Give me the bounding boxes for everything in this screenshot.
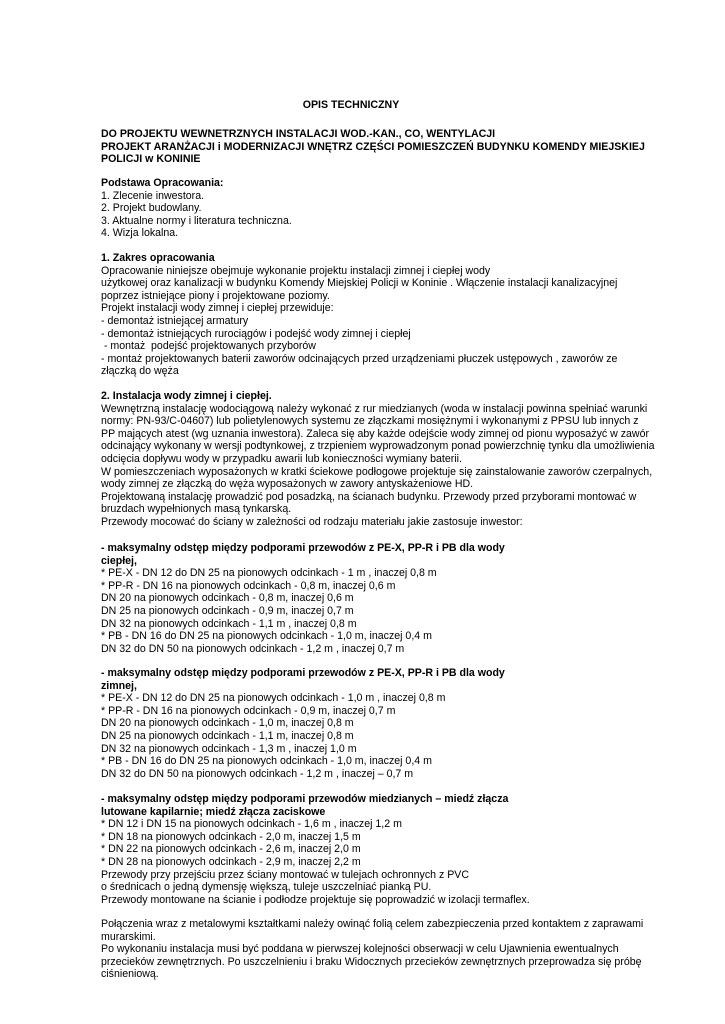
warm-line: DN 32 na pionowych odcinkach - 1,1 m , inaczej 0,8 m	[101, 617, 357, 630]
cold-line: DN 32 do DN 50 na pionowych odcinkach - 1,2 m , inaczej – 0,7 m	[101, 767, 414, 780]
scope-line: - montaż projektowanych baterii zaworów odcinających przed urządzeniami płuczek ustępowych , zaworów ze	[101, 352, 618, 365]
install-line: odcięcia dopływu wody w przypadku awarii lub konieczności wymiany baterii.	[101, 452, 462, 465]
cold-line: DN 32 na pionowych odcinkach - 1,3 m , inaczej 1,0 m	[101, 742, 357, 755]
scope-line: - montaż podejść projektowanych przyborów	[101, 340, 316, 353]
warm-line: DN 25 na pionowych odcinkach - 0,9 m, inaczej 0,7 m	[101, 604, 354, 617]
document-header	[101, 128, 661, 166]
cold-line: DN 25 na pionowych odcinkach - 1,1 m, inaczej 0,8 m	[101, 729, 354, 742]
install-line: Wewnętrzną instalację wodociągową należy wykonać z rur miedzianych (woda w instalacji powinna spełniać warunki	[101, 402, 648, 415]
final-line: Połączenia wraz z metalowymi kształtkami należy owinąć folią celem zabezpieczenia przed kontaktem z zaprawami	[101, 918, 644, 930]
warm-line: * PP-R - DN 16 na pionowych odcinkach - 0,8 m, inaczej 0,6 m	[101, 579, 396, 592]
warm-water-section	[101, 542, 661, 655]
install-line: PP mających atest (wg uznania inwestora). Zaleca się aby każde odejście wody zimnej od pionu wyposażyć w zawór	[101, 427, 649, 440]
warm-line: DN 32 do DN 50 na pionowych odcinkach - 1,2 m , inaczej 0,7 m	[101, 642, 405, 655]
header-line: DO PROJEKTU WEWNETRZNYCH INSTALACJI WOD.-KAN., CO, WENTYLACJI	[101, 128, 496, 140]
cold-line: * PP-R - DN 16 na pionowych odcinkach - 0,9 m, inaczej 0,7 m	[101, 704, 396, 717]
basis-heading: Podstawa Opracowania:	[101, 177, 224, 189]
basis-section	[101, 177, 661, 240]
basis-item: 3. Aktualne normy i literatura techniczna.	[101, 214, 292, 227]
scope-line: poprzez istniejące piony i projektowane poziomy.	[101, 289, 330, 302]
install-line: odcinający wykonany w wersji podtynkowej, z trzpieniem wyprowadzonym ponad powierzchnię tynku dla umożliwienia	[101, 440, 655, 453]
warm-line: DN 20 na pionowych odcinkach - 0,8 m, inaczej 0,6 m	[101, 592, 354, 605]
copper-line: * DN 12 i DN 15 na pionowych odcinkach - 1,6 m , inaczej 1,2 m	[101, 818, 402, 831]
scope-line: - demontaż istniejącej armatury	[101, 314, 249, 327]
cold-line: * PE-X - DN 12 do DN 25 na pionowych odcinkach - 1,0 m , inaczej 0,8 m	[101, 692, 446, 705]
cold-line: DN 20 na pionowych odcinkach - 1,0 m, inaczej 0,8 m	[101, 717, 354, 730]
final-line: ciśnieniową.	[101, 968, 159, 981]
cold-heading: zimnej,	[101, 679, 137, 692]
basis-item: 1. Zlecenie inwestora.	[101, 189, 205, 202]
warm-heading: - maksymalny odstęp między podporami przewodów z PE-X, PP-R i PB dla wody	[101, 542, 505, 554]
final-line: przecieków zewnętrznych. Po uszczelnieniu i braku Widocznych przecieków zewnętrznych przeprowadza się próbę	[101, 955, 642, 968]
install-heading: 2. Instalacja wody zimnej i ciepłej.	[101, 390, 272, 402]
header-line: PROJEKT ARANŻACJI i MODERNIZACJI WNĘTRZ CZĘŚCI POMIESZCZEŃ BUDYNKU KOMENDY MIEJSKIEJ	[101, 140, 645, 153]
final-section	[101, 918, 661, 981]
copper-section	[101, 793, 661, 906]
install-line: Przewody mocować do ściany w zależności od rodzaju materiału jakie zastosuje inwestor:	[101, 515, 523, 528]
cold-water-section	[101, 667, 661, 780]
warm-line: * PB - DN 16 do DN 25 na pionowych odcinkach - 1,0 m, inaczej 0,4 m	[101, 630, 432, 643]
scope-line: złączką do węża	[101, 365, 179, 378]
scope-line: - demontaż istniejących rurociągów i podejść wody zimnej i ciepłej	[101, 327, 411, 340]
copper-line: * DN 18 na pionowych odcinkach - 2,0 m, inaczej 1,5 m	[101, 830, 361, 843]
copper-line: o średnicach o jedną dymensję większą, tuleje uszczelniać pianką PU.	[101, 881, 432, 894]
header-line: POLICJI w KONINIE	[101, 153, 201, 166]
install-line: W pomieszczeniach wyposażonych w kratki ściekowe podłogowe projektuje się zainstalowanie zaworów czerpalnych,	[101, 465, 653, 478]
warm-heading: ciepłej,	[101, 554, 137, 567]
scope-section	[101, 252, 661, 378]
document-title: OPIS TECHNICZNY	[302, 99, 400, 111]
install-line: wody zimnej ze złączką do węża wyposażonych w zawory antyskażeniowe HD.	[101, 478, 474, 491]
basis-item: 4. Wizja lokalna.	[101, 227, 179, 240]
copper-line: * DN 22 na pionowych odcinkach - 2,6 m, inaczej 2,0 m	[101, 843, 361, 856]
basis-item: 2. Projekt budowlany.	[101, 202, 202, 215]
copper-line: * DN 28 na pionowych odcinkach - 2,9 m, inaczej 2,2 m	[101, 855, 361, 868]
scope-line: Opracowanie niniejsze obejmuje wykonanie projektu instalacji zimnej i ciepłej wody	[101, 264, 491, 277]
final-line: Po wykonaniu instalacja musi być poddana w pierwszej kolejności obserwacji w celu Ujawnienia ewentualnych	[101, 943, 619, 956]
scope-line: Projekt instalacji wody zimnej i ciepłej przewiduje:	[101, 302, 334, 315]
install-section	[101, 390, 661, 529]
install-line: bruzdach wypełnionych masą tynkarską.	[101, 503, 292, 516]
scope-heading: 1. Zakres opracowania	[101, 252, 215, 264]
copper-heading: - maksymalny odstęp między podporami przewodów miedzianych – miedź złącza	[101, 793, 509, 805]
install-line: normy: PN-93/C-04607) lub polietylenowych systemu ze złączkami mosiężnymi i wykonanymi z PPSU lub innych z	[101, 415, 639, 428]
cold-line: * PB - DN 16 do DN 25 na pionowych odcinkach - 1,0 m, inaczej 0,4 m	[101, 755, 432, 768]
scope-line: użytkowej oraz kanalizacji w budynku Komendy Miejskiej Policji w Koninie . Włączenie instalacji kanalizacyjnej	[101, 277, 618, 290]
copper-heading: lutowane kapilarnie; miedź złącza zaciskowe	[101, 805, 326, 818]
copper-line: Przewody przy przejściu przez ściany montować w tulejach ochronnych z PVC	[101, 868, 469, 881]
final-line: murarskimi.	[101, 930, 156, 943]
cold-heading: - maksymalny odstęp między podporami przewodów z PE-X, PP-R i PB dla wody	[101, 667, 505, 679]
warm-line: * PE-X - DN 12 do DN 25 na pionowych odcinkach - 1 m , inaczej 0,8 m	[101, 567, 437, 580]
copper-line: Przewody montowane na ścianie i podłodze projektuje się poprowadzić w izolacji termaflex.	[101, 893, 530, 906]
install-line: Projektowaną instalację prowadzić pod posadzką, na ścianach budynku. Przewody przed przyborami montować w	[101, 490, 637, 503]
